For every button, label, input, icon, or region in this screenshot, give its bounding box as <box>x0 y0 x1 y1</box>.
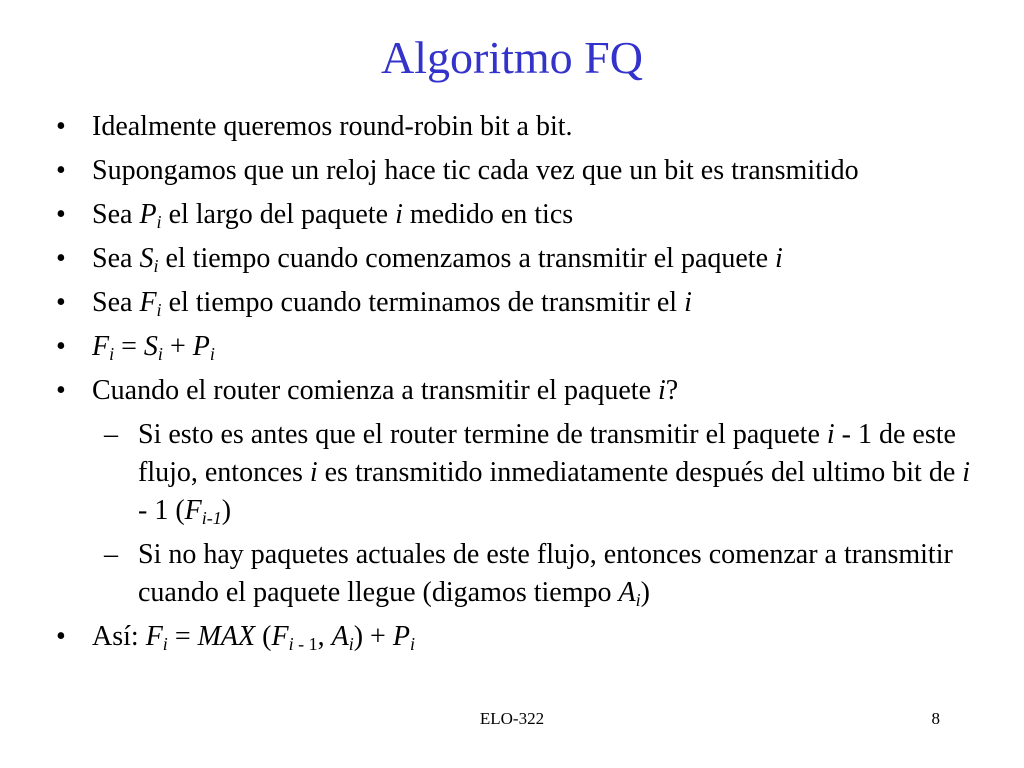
text-segment: + <box>162 331 193 362</box>
text-segment: P <box>192 331 210 362</box>
dash-marker: – <box>104 539 118 570</box>
text-segment: ) + <box>353 621 393 652</box>
text-segment: , <box>317 621 332 652</box>
bullet-marker: • <box>56 375 66 406</box>
text-segment: Cuando el router comienza a transmitir el paquete <box>92 375 659 406</box>
text-segment: Así: <box>92 621 146 652</box>
text-segment: i <box>684 287 692 318</box>
text-segment: F <box>92 331 110 362</box>
bullet-text <box>92 111 573 142</box>
bullet-item <box>56 372 986 410</box>
bullet-text <box>92 621 415 652</box>
text-segment: Sea <box>92 243 140 274</box>
text-segment: MAX <box>197 621 256 652</box>
subscript: i <box>209 344 215 364</box>
bullet-list <box>56 108 986 662</box>
bullet-text <box>138 419 970 526</box>
text-segment: i <box>395 199 403 230</box>
sub-bullet-item <box>104 416 986 530</box>
subscript: i <box>288 634 294 654</box>
slide-title: Algoritmo FQ <box>381 32 643 83</box>
bullet-item <box>56 284 986 322</box>
bullet-text <box>92 287 692 318</box>
text-segment: - 1 de este flujo, entonces <box>138 419 956 488</box>
text-segment: i <box>826 419 835 450</box>
text-segment: ( <box>255 621 272 652</box>
text-segment: S <box>139 243 154 274</box>
footer-label: ELO-322 <box>479 709 545 728</box>
text-segment: A <box>618 577 636 608</box>
bullet-item <box>56 108 986 146</box>
text-segment: i <box>962 457 971 488</box>
bullet-marker: • <box>56 621 66 652</box>
text-segment: F <box>139 287 157 318</box>
text-segment: P <box>392 621 410 652</box>
text-segment: Sea <box>92 199 140 230</box>
subscript: i <box>109 344 115 364</box>
sub-bullet-item <box>104 536 986 612</box>
subscript: i <box>162 634 168 654</box>
text-segment: = <box>114 331 144 362</box>
bullet-text <box>92 331 215 362</box>
text-segment: P <box>139 199 157 230</box>
bullet-text <box>138 539 953 608</box>
subscript: i <box>157 344 163 364</box>
text-segment: ) <box>221 495 232 526</box>
text-segment: i <box>775 243 783 274</box>
subscript: i <box>156 300 162 320</box>
text-segment: = <box>167 621 198 652</box>
text-segment: F <box>271 621 289 652</box>
text-segment: Si no hay paquetes actuales de este flujo, entonces comenzar a transmitir cuando el paquete llegue (digamos tiempo <box>138 539 953 608</box>
subscript: i <box>348 634 354 654</box>
page-number: 8 <box>931 709 940 728</box>
subscript: i <box>156 212 162 232</box>
text-segment: el tiempo cuando terminamos de transmitir el <box>161 287 685 318</box>
text-segment: S <box>143 331 158 362</box>
text-segment: Sea <box>92 287 140 318</box>
text-segment: el tiempo cuando comenzamos a transmitir el paquete <box>158 243 776 274</box>
text-segment: el largo del paquete <box>161 199 396 230</box>
bullet-text <box>92 155 859 186</box>
text-segment: F <box>184 495 202 526</box>
bullet-marker: • <box>56 111 66 142</box>
bullet-item <box>56 152 986 190</box>
text-segment: i <box>658 375 666 406</box>
bullet-item <box>56 618 986 656</box>
text-segment: Si esto es antes que el router termine de transmitir el paquete <box>138 419 827 450</box>
subscript: i <box>153 256 159 276</box>
bullet-text <box>92 243 783 274</box>
bullet-item <box>56 240 986 278</box>
subscript: i <box>409 634 415 654</box>
text-segment: ) <box>640 577 650 608</box>
dash-marker: – <box>104 419 118 450</box>
bullet-item <box>56 328 986 366</box>
text-segment: Idealmente queremos round-robin bit a bit. <box>92 111 573 142</box>
bullet-marker: • <box>56 199 66 230</box>
text-segment: Supongamos que un reloj hace tic cada vez que un bit es transmitido <box>92 155 859 186</box>
bullet-marker: • <box>56 287 66 318</box>
bullet-marker: • <box>56 155 66 186</box>
text-segment: F <box>145 621 163 652</box>
bullet-item <box>56 196 986 234</box>
subscript: i <box>635 590 641 610</box>
bullet-text <box>92 375 678 406</box>
text-segment: - 1 ( <box>138 495 185 526</box>
subscript: i-1 <box>201 508 222 528</box>
text-segment: i <box>309 457 318 488</box>
text-segment: ? <box>665 375 679 406</box>
bullet-marker: • <box>56 243 66 274</box>
bullet-text <box>92 199 573 230</box>
bullet-marker: • <box>56 331 66 362</box>
text-segment: medido en tics <box>402 199 574 230</box>
text-segment: A <box>331 621 349 652</box>
subscript: - 1 <box>293 634 318 654</box>
text-segment: es transmitido inmediatamente después del ultimo bit de <box>317 457 963 488</box>
